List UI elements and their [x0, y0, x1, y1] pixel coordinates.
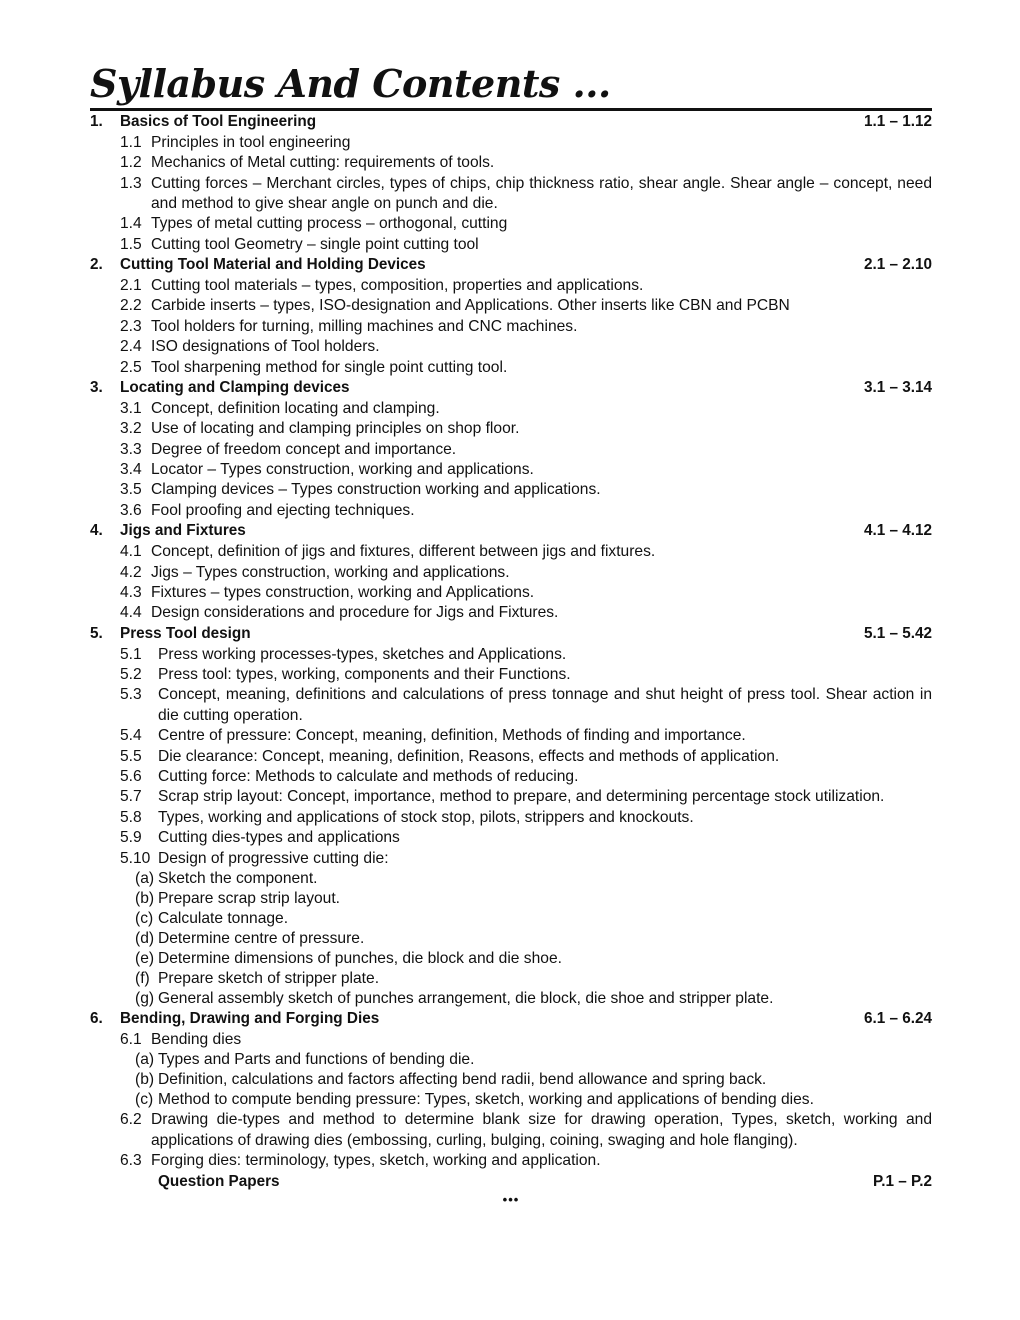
topic-text: ISO designations of Tool holders.: [151, 338, 380, 356]
topic-item: [90, 1151, 932, 1171]
topic-number: 5.6: [120, 767, 142, 785]
topic-text: Fixtures – types construction, working and Applications.: [151, 583, 535, 601]
topic-item: [90, 1030, 932, 1050]
topic-number: 4.3: [120, 583, 142, 601]
topic-number: 3.1: [120, 399, 142, 417]
topic-item: [90, 480, 932, 500]
subtopic-text: Determine dimensions of punches, die block and die shoe.: [158, 949, 562, 967]
topic-item: [90, 542, 932, 562]
topic-text: Jigs – Types construction, working and applications.: [151, 563, 510, 581]
topic-item: [90, 460, 932, 480]
subtopic-letter: (d): [135, 929, 155, 947]
topic-item: [90, 828, 932, 848]
chapter-heading: [90, 521, 932, 542]
subtopic-letter: (a): [135, 869, 155, 887]
topic-text: Scrap strip layout: Concept, importance, method to prepare, and determining percentage stock utilization.: [158, 788, 885, 806]
subtopic-item: [90, 889, 932, 909]
topic-text: Bending dies: [151, 1030, 242, 1048]
topic-text: Concept, definition of jigs and fixtures, different between jigs and fixtures.: [151, 543, 656, 561]
chapter-title: Press Tool design: [120, 624, 251, 642]
subtopic-item: [90, 1090, 932, 1110]
chapter-heading: [90, 378, 932, 399]
subtopic-text: Determine centre of pressure.: [158, 929, 365, 947]
topic-number: 2.4: [120, 338, 142, 356]
chapter-pages: 2.1 – 2.10: [863, 256, 932, 274]
topic-number: 3.3: [120, 440, 142, 458]
topic-text: Fool proofing and ejecting techniques.: [151, 501, 415, 519]
topic-item: [90, 133, 932, 153]
topic-text: Die clearance: Concept, meaning, definition, Reasons, effects and methods of application.: [158, 747, 780, 765]
title-divider: [90, 108, 932, 111]
question-papers-row: [90, 1171, 932, 1192]
topic-number: 3.2: [120, 420, 142, 438]
topic-number: 5.4: [120, 727, 142, 745]
subtopic-text: General assembly sketch of punches arrangement, die block, die shoe and stripper plate.: [158, 989, 774, 1007]
subtopic-text: Method to compute bending pressure: Types, sketch, working and applications of bending dies.: [158, 1091, 814, 1109]
topic-item: [90, 685, 932, 726]
subtopic-item: [90, 989, 932, 1009]
end-mark: •••: [502, 1192, 520, 1208]
topic-number: 3.6: [120, 501, 142, 519]
topic-item: [90, 603, 932, 623]
topic-item: [90, 174, 932, 215]
topic-item: [90, 563, 932, 583]
topic-number: 1.3: [120, 174, 142, 192]
subtopic-item: [90, 869, 932, 889]
question-papers-pages: P.1 – P.2: [873, 1173, 932, 1191]
topic-number: 2.2: [120, 297, 142, 315]
topic-text: Cutting forces – Merchant circles, types of chips, chip thickness ratio, shear angle. Shear angle – concept, need and method to give shear angle on punch and die.: [151, 174, 932, 213]
topic-item: [90, 235, 932, 255]
topic-number: 6.1: [120, 1030, 142, 1048]
subtopic-text: Types and Parts and functions of bending die.: [158, 1051, 475, 1069]
subtopic-letter: (a): [135, 1051, 155, 1069]
topic-item: [90, 787, 932, 807]
topic-number: 5.9: [120, 829, 142, 847]
subtopic-text: Sketch the component.: [158, 869, 318, 887]
chapter-heading: [90, 624, 932, 645]
subtopic-letter: (f): [135, 969, 150, 987]
topic-number: 1.5: [120, 235, 142, 253]
topic-number: 4.2: [120, 563, 142, 581]
page-title: Syllabus And Contents ...: [90, 61, 611, 106]
topic-text: Use of locating and clamping principles on shop floor.: [151, 420, 520, 438]
chapter-heading: [90, 1009, 932, 1030]
subtopic-item: [90, 1050, 932, 1070]
topic-text: Press tool: types, working, components and their Functions.: [158, 665, 571, 683]
topic-text: Concept, definition locating and clamping.: [151, 399, 440, 417]
chapter-number: 3.: [90, 379, 103, 397]
contents-list: [90, 112, 932, 1171]
topic-item: [90, 296, 932, 316]
topic-text: Principles in tool engineering: [151, 133, 351, 151]
topic-number: 4.4: [120, 604, 142, 622]
topic-text: Press working processes-types, sketches and Applications.: [158, 645, 567, 663]
subtopic-item: [90, 909, 932, 929]
topic-number: 6.2: [120, 1111, 142, 1129]
topic-number: 5.1: [120, 645, 142, 663]
topic-item: [90, 645, 932, 665]
topic-item: [90, 501, 932, 521]
chapter-pages: 3.1 – 3.14: [863, 379, 932, 397]
chapter-pages: 1.1 – 1.12: [863, 113, 932, 130]
topic-number: 3.5: [120, 481, 142, 499]
chapter-pages: 5.1 – 5.42: [863, 624, 932, 642]
topic-text: Locator – Types construction, working and applications.: [151, 461, 534, 479]
subtopic-letter: (b): [135, 1071, 155, 1089]
topic-text: Types of metal cutting process – orthogonal, cutting: [151, 215, 508, 233]
page: [90, 62, 932, 1208]
topic-item: [90, 767, 932, 787]
topic-item: [90, 276, 932, 296]
topic-number: 2.1: [120, 277, 142, 295]
chapter-title: Locating and Clamping devices: [120, 379, 350, 397]
topic-item: [90, 747, 932, 767]
topic-item: [90, 399, 932, 419]
topic-text: Cutting tool materials – types, composition, properties and applications.: [151, 277, 644, 295]
topic-number: 5.3: [120, 686, 142, 704]
topic-item: [90, 808, 932, 828]
topic-item: [90, 726, 932, 746]
topic-number: 3.4: [120, 461, 142, 479]
topic-number: 1.2: [120, 154, 142, 172]
topic-item: [90, 849, 932, 869]
topic-text: Concept, meaning, definitions and calculations of press tonnage and shut height of press tool. Shear action in die cutting operation.: [158, 686, 932, 724]
topic-text: Types, working and applications of stock stop, pilots, strippers and knockouts.: [158, 808, 694, 826]
topic-item: [90, 317, 932, 337]
subtopic-text: Prepare sketch of stripper plate.: [158, 969, 380, 987]
chapter-pages: 6.1 – 6.24: [863, 1009, 932, 1027]
topic-number: 1.1: [120, 133, 142, 151]
chapter-title: Cutting Tool Material and Holding Devices: [120, 256, 426, 274]
subtopic-letter: (c): [135, 909, 154, 927]
topic-number: 5.5: [120, 747, 142, 765]
topic-text: Clamping devices – Types construction working and applications.: [151, 481, 601, 499]
topic-item: [90, 583, 932, 603]
subtopic-item: [90, 949, 932, 969]
subtopic-item: [90, 1070, 932, 1090]
topic-item: [90, 358, 932, 378]
chapter-number: 4.: [90, 522, 103, 540]
topic-text: Drawing die-types and method to determine blank size for drawing operation, Types, sketch, working and applications of drawing dies (embossing, curling, bulging, coining, swaging and hole flanging).: [151, 1111, 932, 1149]
subtopic-letter: (g): [135, 989, 155, 1007]
subtopic-letter: (e): [135, 949, 155, 967]
topic-item: [90, 1110, 932, 1151]
chapter-title: Basics of Tool Engineering: [120, 113, 317, 130]
topic-text: Cutting tool Geometry – single point cutting tool: [151, 235, 479, 253]
topic-number: 5.8: [120, 808, 142, 826]
topic-item: [90, 337, 932, 357]
subtopic-item: [90, 969, 932, 989]
chapter-heading: [90, 112, 932, 133]
topic-text: Degree of freedom concept and importance.: [151, 440, 457, 458]
topic-item: [90, 665, 932, 685]
chapter-number: 6.: [90, 1009, 103, 1027]
topic-number: 5.7: [120, 788, 142, 806]
topic-text: Tool sharpening method for single point cutting tool.: [151, 358, 508, 376]
subtopic-item: [90, 929, 932, 949]
topic-number: 2.3: [120, 317, 142, 335]
subtopic-letter: (c): [135, 1091, 154, 1109]
question-papers-title: Question Papers: [158, 1173, 280, 1191]
topic-text: Cutting dies-types and applications: [158, 829, 400, 847]
chapter-number: 1.: [90, 113, 103, 130]
topic-number: 1.4: [120, 215, 142, 233]
subtopic-text: Definition, calculations and factors affecting bend radii, bend allowance and spring back.: [158, 1071, 767, 1089]
topic-number: 5.10: [120, 849, 151, 867]
chapter-title: Jigs and Fixtures: [120, 522, 246, 540]
subtopic-text: Calculate tonnage.: [158, 909, 289, 927]
subtopic-letter: (b): [135, 889, 155, 907]
topic-number: 4.1: [120, 543, 142, 561]
topic-text: Forging dies: terminology, types, sketch, working and application.: [151, 1152, 601, 1169]
topic-item: [90, 214, 932, 234]
topic-text: Design considerations and procedure for Jigs and Fixtures.: [151, 604, 559, 622]
topic-item: [90, 153, 932, 173]
chapter-heading: [90, 255, 932, 276]
chapter-title: Bending, Drawing and Forging Dies: [120, 1009, 380, 1027]
topic-text: Cutting force: Methods to calculate and methods of reducing.: [158, 767, 579, 785]
topic-item: [90, 419, 932, 439]
topic-number: 5.2: [120, 665, 142, 683]
topic-text: Carbide inserts – types, ISO-designation and Applications. Other inserts like CBN and PCBN: [151, 297, 790, 315]
chapter-number: 5.: [90, 624, 103, 642]
subtopic-text: Prepare scrap strip layout.: [158, 889, 341, 907]
topic-text: Mechanics of Metal cutting: requirements of tools.: [151, 154, 495, 172]
topic-number: 6.3: [120, 1152, 142, 1169]
topic-text: Tool holders for turning, milling machines and CNC machines.: [151, 317, 578, 335]
chapter-number: 2.: [90, 256, 103, 274]
topic-item: [90, 440, 932, 460]
topic-text: Centre of pressure: Concept, meaning, definition, Methods of finding and importance.: [158, 727, 746, 745]
chapter-pages: 4.1 – 4.12: [863, 522, 932, 540]
topic-text: Design of progressive cutting die:: [158, 849, 389, 867]
topic-number: 2.5: [120, 358, 142, 376]
